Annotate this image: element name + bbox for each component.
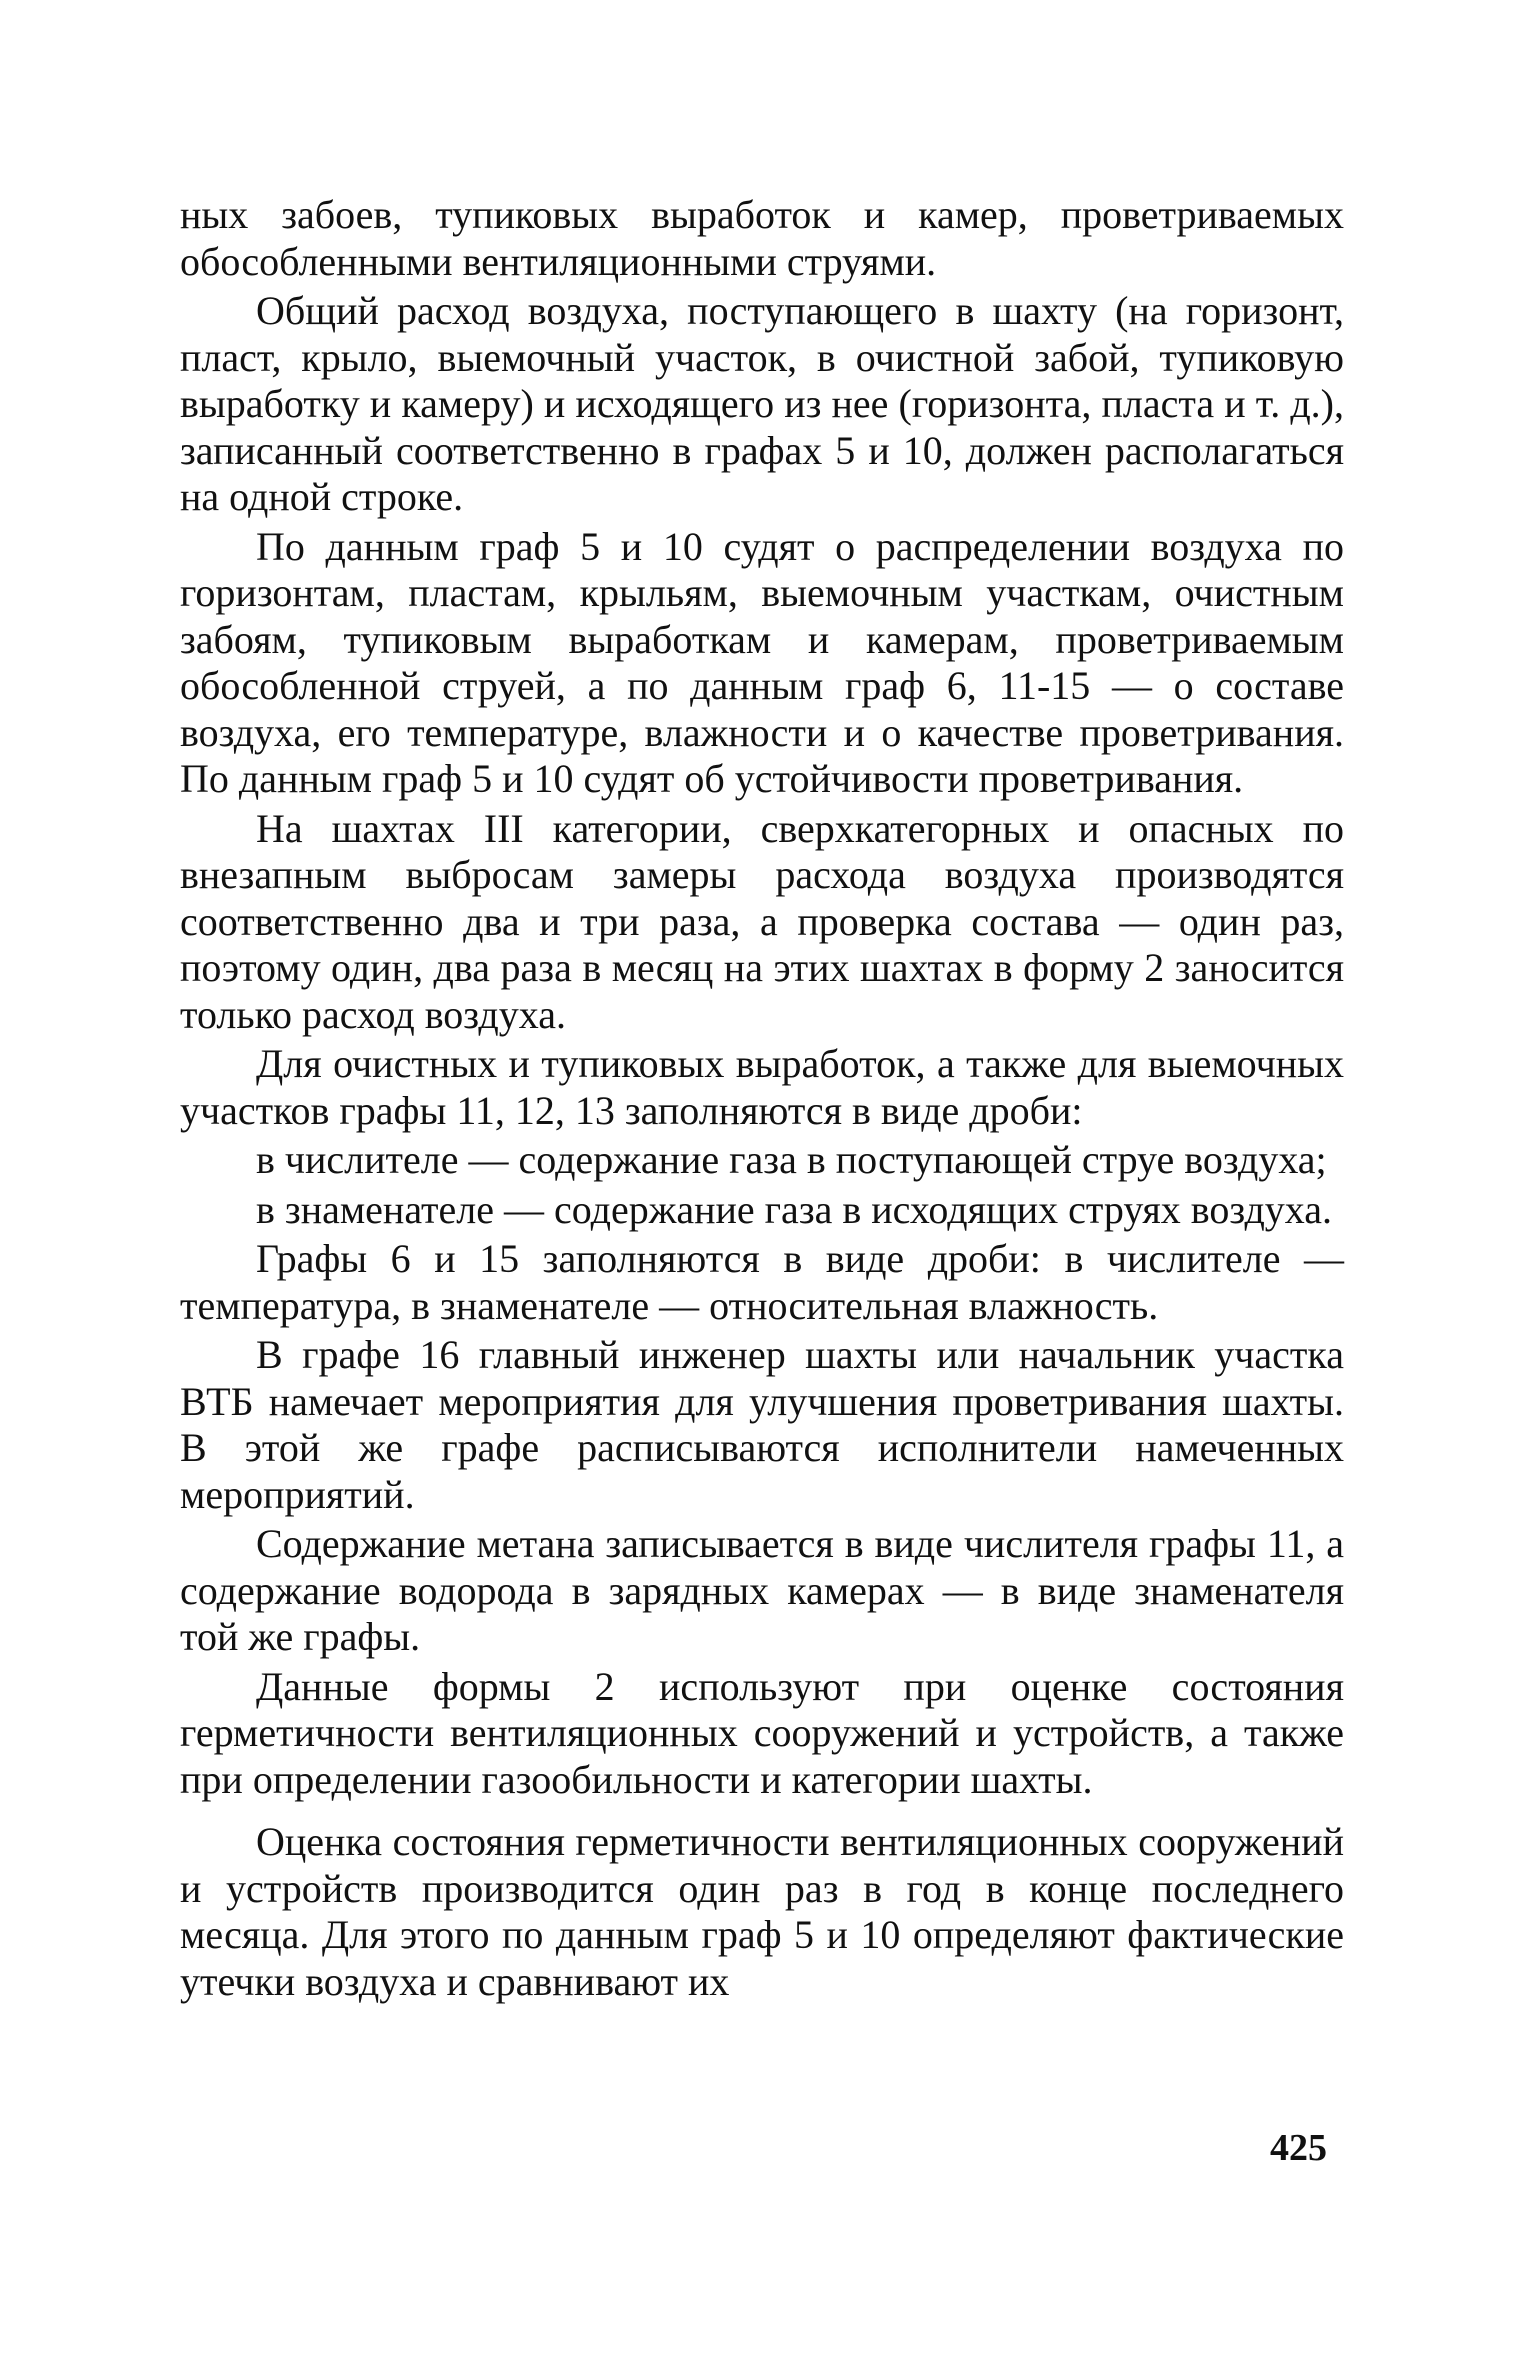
paragraph-columns-6-15: Графы 6 и 15 заполняются в виде дроби: в числителе — температура, в знаменателе — относительная влажность. [180, 1236, 1344, 1328]
paragraph-numerator: в числителе — содержание газа в поступающей струе воздуха; [256, 1137, 1327, 1182]
paragraph-total-air-flow: Общий расход воздуха, поступающего в шахту (на горизонт, пласт, крыло, выемочный участок, в очистной забой, тупиковую выработку и камеру) и исходящего из нее (горизонта, пласта и т. д.), записанный соответственно в графах 5 и 10, должен располагаться на одной строке. [180, 288, 1344, 519]
page-body [180, 192, 1344, 2192]
page-number: 425 [1270, 2127, 1327, 2169]
paragraph-methane-hydrogen: Содержание метана записывается в виде числителя графы 11, а содержание водорода в зарядных камерах — в виде знаменателя той же графы. [180, 1521, 1344, 1659]
paragraph-air-distribution: По данным граф 5 и 10 судят о распределении воздуха по горизонтам, пластам, крыльям, выемочным участкам, очистным забоям, тупиковым выработкам и камерам, проветриваемым обособленной струей, а по данным граф 6, 11-15 — о составе воздуха, его температуре, влажности и о качестве проветривания. По данным граф 5 и 10 судят об устойчивости проветривания. [180, 523, 1344, 801]
paragraph-continuation: ных забоев, тупиковых выработок и камер, проветриваемых обособленными вентиляционными струями. [180, 192, 1344, 284]
paragraph-tightness-assessment: Оценка состояния герметичности вентиляционных сооружений и устройств производится один раз в год в конце последнего месяца. Для этого по данным граф 5 и 10 определяют фактические утечки воздуха и сравнивают их [180, 1819, 1344, 2004]
paragraph-form-2-usage: Данные формы 2 используют при оценке состояния герметичности вентиляционных сооружений и устройств, а также при определении газообильности и категории шахты. [180, 1663, 1344, 1802]
paragraph-fraction-columns: Для очистных и тупиковых выработок, а также для выемочных участков графы 11, 12, 13 заполняются в виде дроби: [180, 1041, 1344, 1133]
paragraph-column-16: В графе 16 главный инженер шахты или начальник участка ВТБ намечает мероприятия для улучшения проветривания шахты. В этой же графе расписываются исполнители намеченных мероприятий. [180, 1332, 1344, 1517]
paragraph-denominator: в знаменателе — содержание газа в исходящих струях воздуха. [256, 1186, 1333, 1232]
paragraph-category-iii-mines: На шахтах III категории, сверхкатегорных и опасных по внезапным выбросам замеры расхода воздуха производятся соответственно два и три раза, а проверка состава — один раз, поэтому один, два раза в месяц на этих шахтах в форму 2 заносится только расход воздуха. [180, 805, 1344, 1037]
